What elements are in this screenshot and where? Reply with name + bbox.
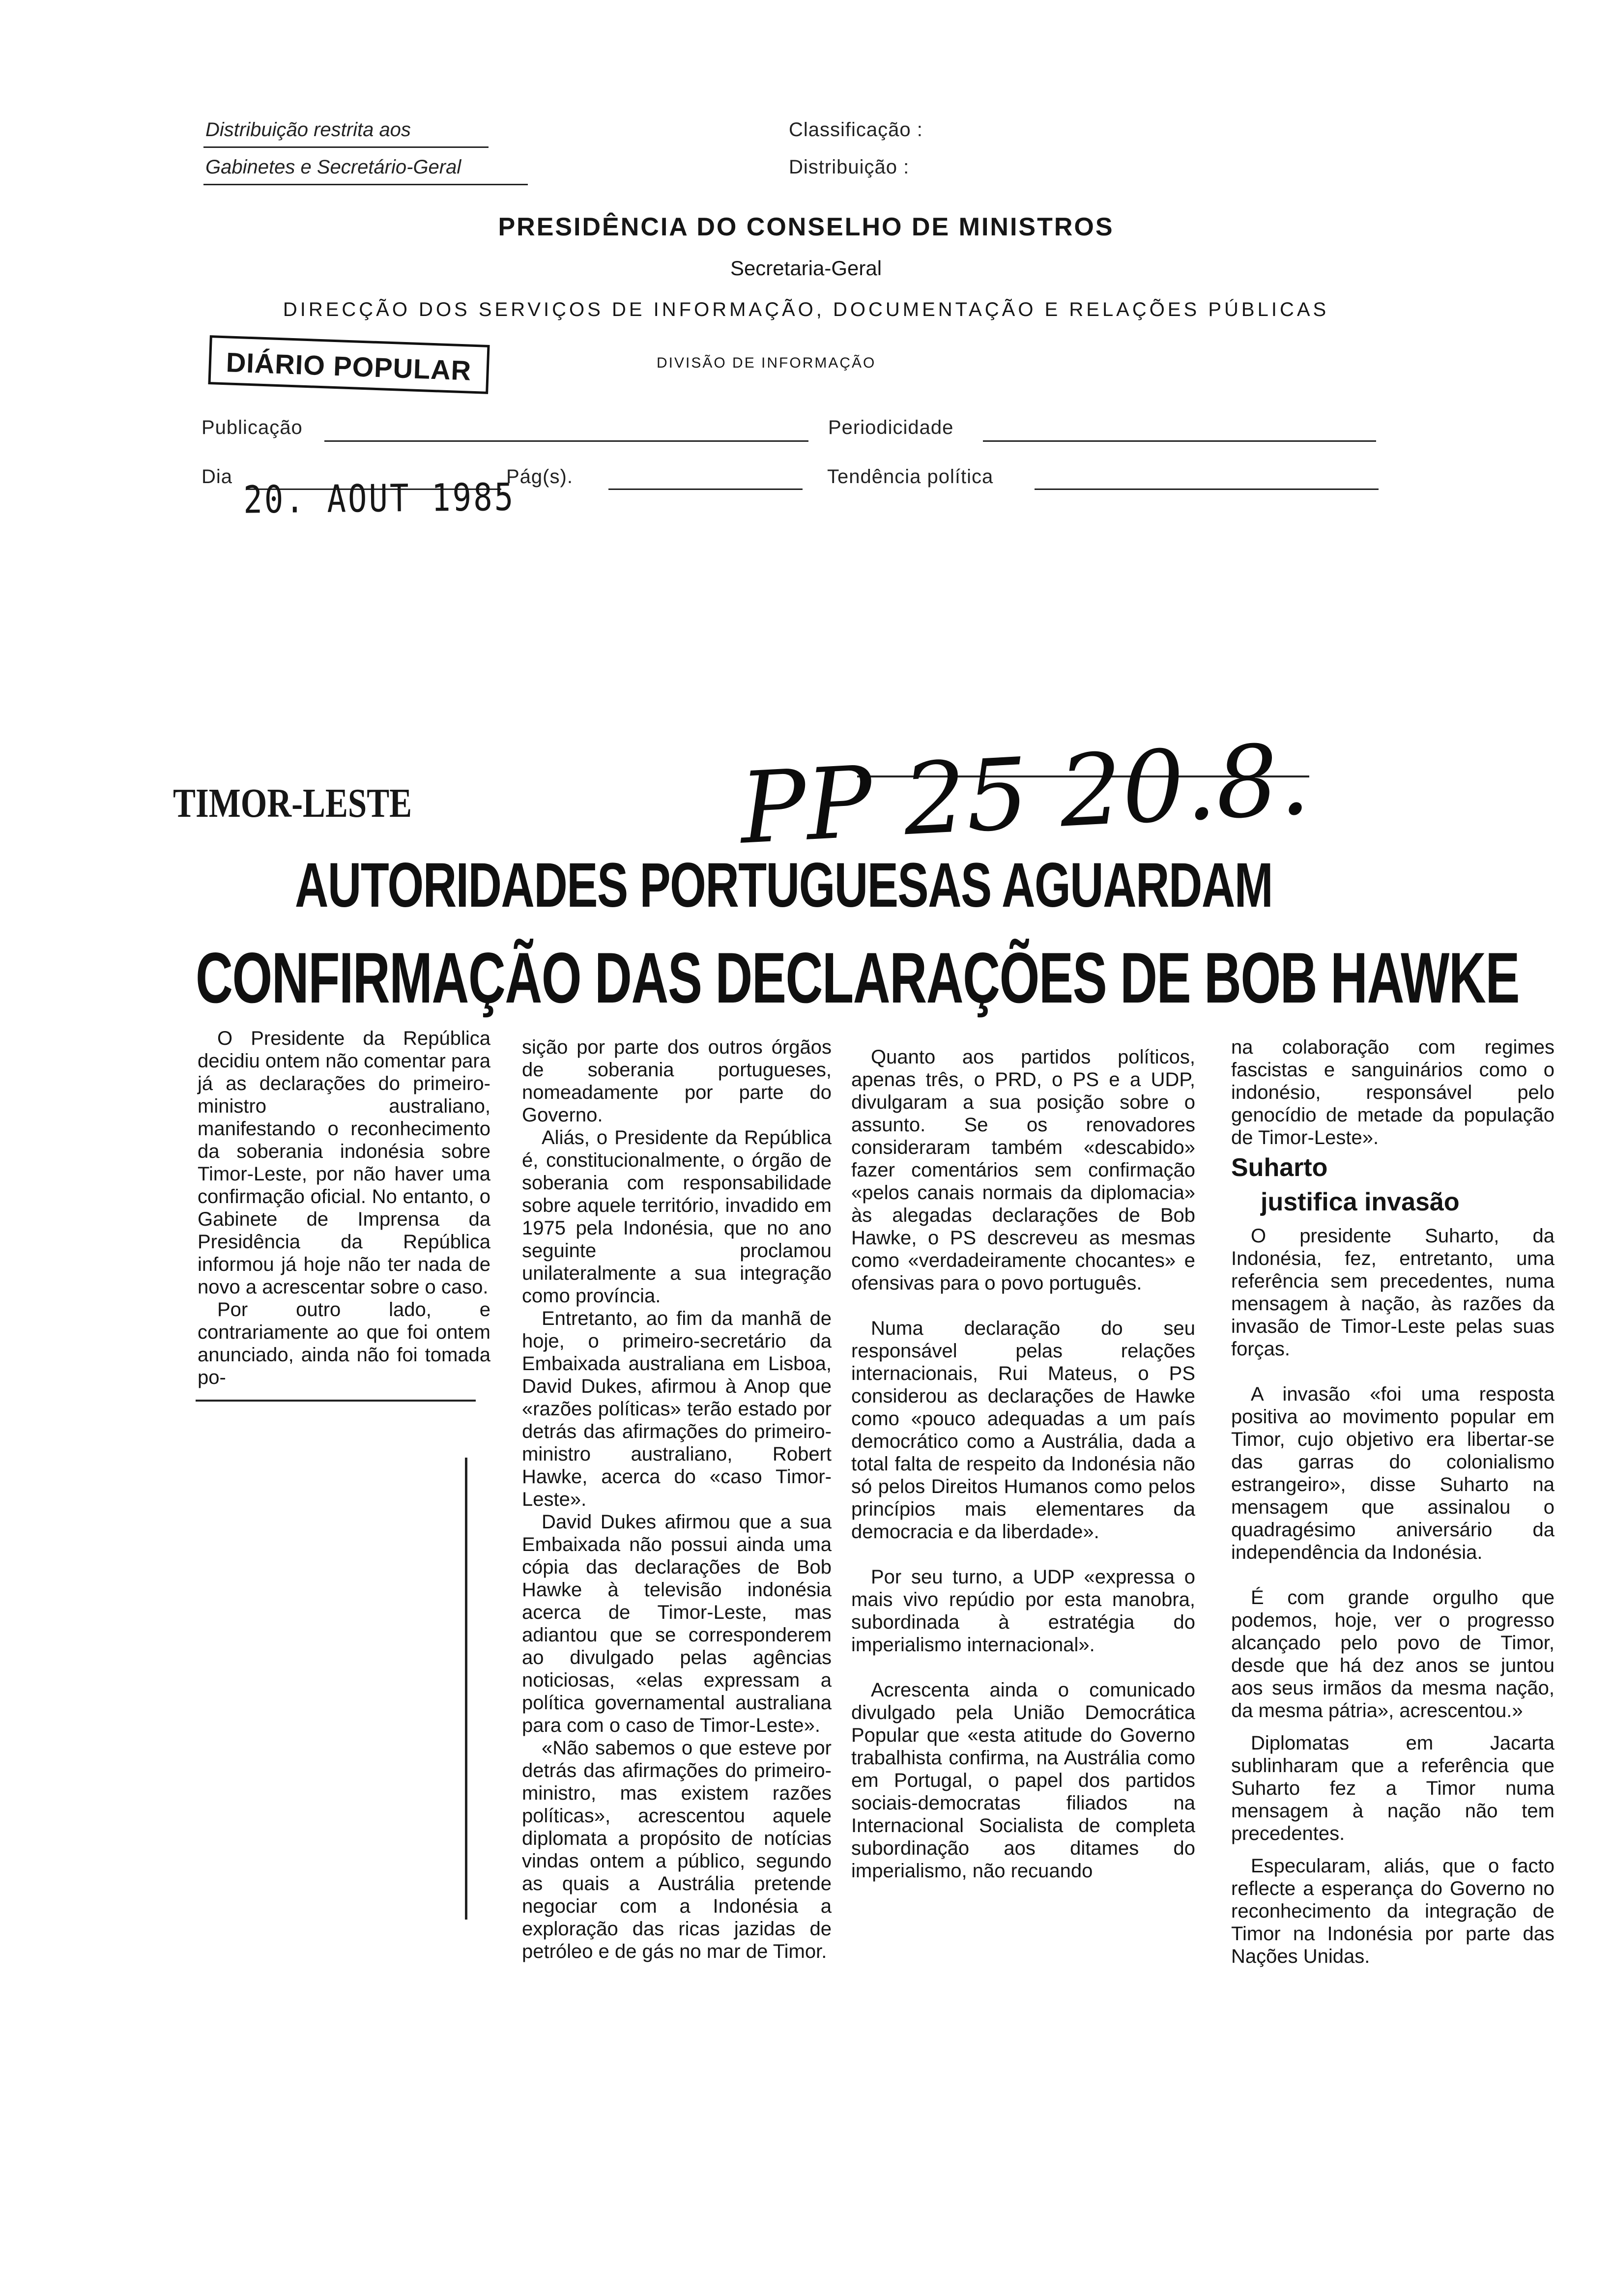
paragraph: Quanto aos partidos políticos, apenas três, o PRD, o PS e a UDP, divulgaram a sua posição sobre o assunto. Se os renovadores consideraram também «descabido» fazer comentários sem confirmação «pelos canais normais da diplomacia» às alegadas declarações de Bob Hawke, o PS descreveu as mesmas como «verdadeiramente chocantes» e ofensivas para o povo português. [851, 1046, 1195, 1294]
article-column-2 [522, 1036, 832, 1963]
distribuicao-label: Distribuição : [789, 156, 910, 178]
underline [203, 184, 528, 185]
publicacao-line [324, 440, 808, 442]
subheading-suharto: Suharto [1231, 1153, 1328, 1182]
handwritten-annotation: PP 25 20.8. [737, 722, 1313, 866]
section-kicker: TIMOR-LESTE [173, 780, 412, 826]
stamp-text: DIÁRIO POPULAR [225, 346, 472, 386]
paragraph: Acrescenta ainda o comunicado divulgado pela União Democrática Popular que «esta atitude do Governo trabalhista confirma, na Austrália como em Portugal, o papel dos partidos sociais-democratas filiados na Internacional Socialista de completa subordinação aos ditames do imperialismo, não recuando [851, 1679, 1195, 1882]
underline [203, 146, 489, 148]
direccao-servicos: DIRECÇÃO DOS SERVIÇOS DE INFORMAÇÃO, DOCUMENTAÇÃO E RELAÇÕES PÚBLICAS [283, 299, 1329, 320]
publication-stamp [208, 335, 489, 394]
article-column-4 [1231, 1036, 1554, 1968]
divisao-informacao: DIVISÃO DE INFORMAÇÃO [657, 355, 876, 371]
paragraph: «Não sabemos o que esteve por detrás das afirmações do primeiro-ministro, mas existem razões políticas», acrescentou aquele diplomata a propósito de notícias vindas ontem a público, segundo as quais a Austrália pretende negociar com a Indonésia a exploração das ricas jazidas de petróleo e de gás no mar de Timor. [522, 1737, 832, 1962]
paragraph: O presidente Suharto, da Indonésia, fez, entretanto, uma referência sem precedentes, numa mensagem à nação, às razões da invasão de Timor-Leste pelas suas forças. [1231, 1225, 1554, 1360]
column-end-rule [196, 1400, 476, 1402]
paragraph: É com grande orgulho que podemos, hoje, ver o progresso alcançado pelo povo de Timor, desde que há dez anos se juntou aos seus irmãos da mesma nação, da mesma pátria», acrescentou.» [1231, 1587, 1554, 1722]
paragraph: Por outro lado, e contrariamente ao que foi ontem anunciado, ainda não foi tomada po- [198, 1299, 490, 1388]
publicacao-label: Publicação [202, 417, 303, 438]
paragraph: Diplomatas em Jacarta sublinharam que a referência que Suharto fez a Timor numa mensagem à nação não tem precedentes. [1231, 1732, 1554, 1844]
paragraph: Entretanto, ao fim da manhã de hoje, o primeiro-secretário da Embaixada australiana em Lisboa, David Dukes, afirmou à Anop que «razões políticas» terão estado por detrás das afirmações do primeiro-ministro australiano, Robert Hawke, acerca do «caso Timor-Leste». [522, 1308, 832, 1510]
periodicidade-line [983, 440, 1376, 442]
presidencia-title: PRESIDÊNCIA DO CONSELHO DE MINISTROS [498, 213, 1114, 241]
classificacao-label: Classificação : [789, 119, 923, 141]
paragraph: Numa declaração do seu responsável pelas relações internacionais, Rui Mateus, o PS considerou as declarações de Hawke como «pouco adequadas a um país democrático como a Austrália, dada a total falta de respeito da Indonésia não só pelos Direitos Humanos como pelos princípios mais elementares da democracia e da liberdade». [851, 1318, 1195, 1543]
distribution-note-line2: Gabinetes e Secretário-Geral [205, 156, 461, 178]
headline-line2: CONFIRMAÇÃO DAS DECLARAÇÕES DE BOB HAWKE [196, 938, 1520, 1018]
paragraph: A invasão «foi uma resposta positiva ao movimento popular em Timor, cujo objetivo era libertar-se das garras do colonialismo estrangeiro», disse Suharto na mensagem que assinalou o quadragésimo aniversário da independência da Indonésia. [1231, 1383, 1554, 1563]
article-column-3 [851, 1046, 1195, 1882]
headline-line1: AUTORIDADES PORTUGUESAS AGUARDAM [295, 850, 1273, 920]
dia-date-stamp: 20. AOUT 1985 [243, 476, 516, 522]
paragraph: na colaboração com regimes fascistas e sanguinários como o indonésio, responsável pelo genocídio de metade da população de Timor-Leste». [1231, 1036, 1554, 1148]
paragraph: sição por parte dos outros órgãos de soberania portugueses, nomeadamente por parte do Governo. [522, 1036, 832, 1126]
paragraph: David Dukes afirmou que a sua Embaixada não possui ainda uma cópia das declarações de Bob Hawke à televisão indonésia acerca de Timor-Leste, mas adiantou que se corresponderem ao divulgado pelas agências noticiosas, «elas expressam a política governamental australiana para com o caso de Timor-Leste». [522, 1511, 832, 1736]
distribution-note-line1: Distribuição restrita aos [205, 119, 411, 141]
paragraph: O Presidente da República decidiu ontem não comentar para já as declarações do primeiro-ministro australiano, manifestando o reconhecimento da soberania indonésia sobre Timor-Leste, por não haver uma confirmação oficial. No entanto, o Gabinete de Imprensa da Presidência da República informou já hoje não ter nada de novo a acrescentar sobre o caso. [198, 1028, 490, 1298]
pags-line [608, 488, 803, 490]
paragraph: Especularam, aliás, que o facto reflecte a esperança do Governo no reconhecimento da integração de Timor na Indonésia por parte das Nações Unidas. [1231, 1855, 1554, 1967]
tendencia-label: Tendência política [827, 466, 994, 488]
subheading-justifica: justifica invasão [1261, 1188, 1460, 1216]
vertical-rule [465, 1458, 467, 1920]
paragraph: Por seu turno, a UDP «expressa o mais vivo repúdio por esta manobra, subordinada à estratégia do imperialismo internacional». [851, 1566, 1195, 1656]
dia-label: Dia [202, 466, 233, 488]
periodicidade-label: Periodicidade [828, 417, 954, 438]
secretaria-geral: Secretaria-Geral [730, 257, 882, 280]
article-column-1 [198, 1027, 490, 1389]
tendencia-line [1035, 488, 1379, 490]
pags-label: Pág(s). [506, 466, 573, 488]
paragraph: Aliás, o Presidente da República é, constitucionalmente, o órgão de soberania com responsabilidade sobre aquele território, invadido em 1975 pela Indonésia, que no ano seguinte proclamou unilateralmente a sua integração como província. [522, 1127, 832, 1307]
